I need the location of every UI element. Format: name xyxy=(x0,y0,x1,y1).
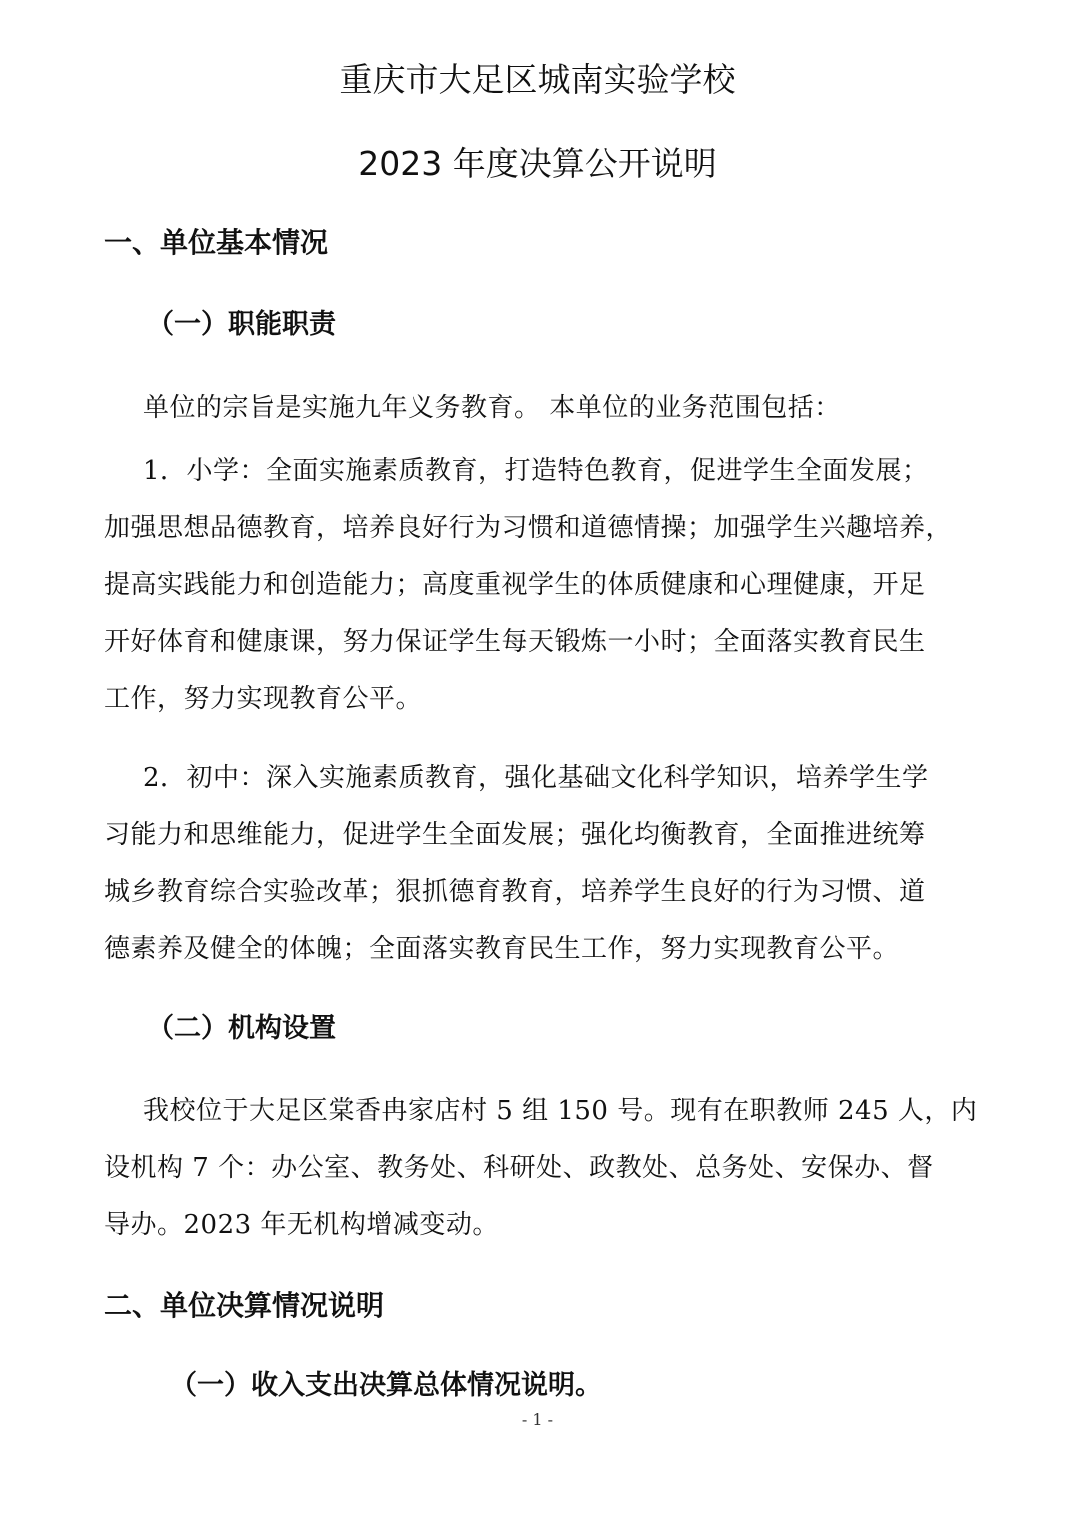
page-number: - 1 - xyxy=(521,1410,554,1429)
institution-line: 我校位于大足区棠香冉家店村 5 组 150 号。现有在职教师 245 人，内 xyxy=(143,1096,978,1126)
item1-line: 工作，努力实现教育公平。 xyxy=(104,684,423,714)
item1-line: 开好体育和健康课，努力保证学生每天锻炼一小时；全面落实教育民生 xyxy=(104,627,926,657)
section1-sub1-heading: （一）职能职责 xyxy=(147,309,336,340)
item1-line: 提高实践能力和创造能力；高度重视学生的体质健康和心理健康，开足 xyxy=(104,570,926,600)
institution-line: 导办。2023 年无机构增减变动。 xyxy=(104,1210,499,1240)
institution-line: 设机构 7 个：办公室、教务处、科研处、政教处、总务处、安保办、督 xyxy=(104,1153,934,1183)
section2-sub1-heading: （一）收入支出决算总体情况说明。 xyxy=(170,1370,602,1401)
document-title-line2: 2023 年度决算公开说明 xyxy=(358,144,717,183)
sub1-intro: 单位的宗旨是实施九年义务教育。 本单位的业务范围包括： xyxy=(143,393,841,423)
section2-heading: 二、单位决算情况说明 xyxy=(104,1289,385,1322)
item2-line: 城乡教育综合实验改革；狠抓德育教育，培养学生良好的行为习惯、道 xyxy=(104,877,926,907)
item2-line: 2．初中：深入实施素质教育，强化基础文化科学知识，培养学生学 xyxy=(143,763,929,793)
section1-heading: 一、单位基本情况 xyxy=(104,226,329,259)
item2-line: 习能力和思维能力，促进学生全面发展；强化均衡教育，全面推进统筹 xyxy=(104,820,926,850)
section1-sub2-heading: （二）机构设置 xyxy=(147,1013,336,1044)
item1-line: 1．小学：全面实施素质教育，打造特色教育，促进学生全面发展； xyxy=(143,456,929,486)
document-title-line1: 重庆市大足区城南实验学校 xyxy=(339,60,736,99)
item2-line: 德素养及健全的体魄；全面落实教育民生工作，努力实现教育公平。 xyxy=(104,934,900,964)
item1-line: 加强思想品德教育，培养良好行为习惯和道德情操；加强学生兴趣培养， xyxy=(104,513,953,543)
